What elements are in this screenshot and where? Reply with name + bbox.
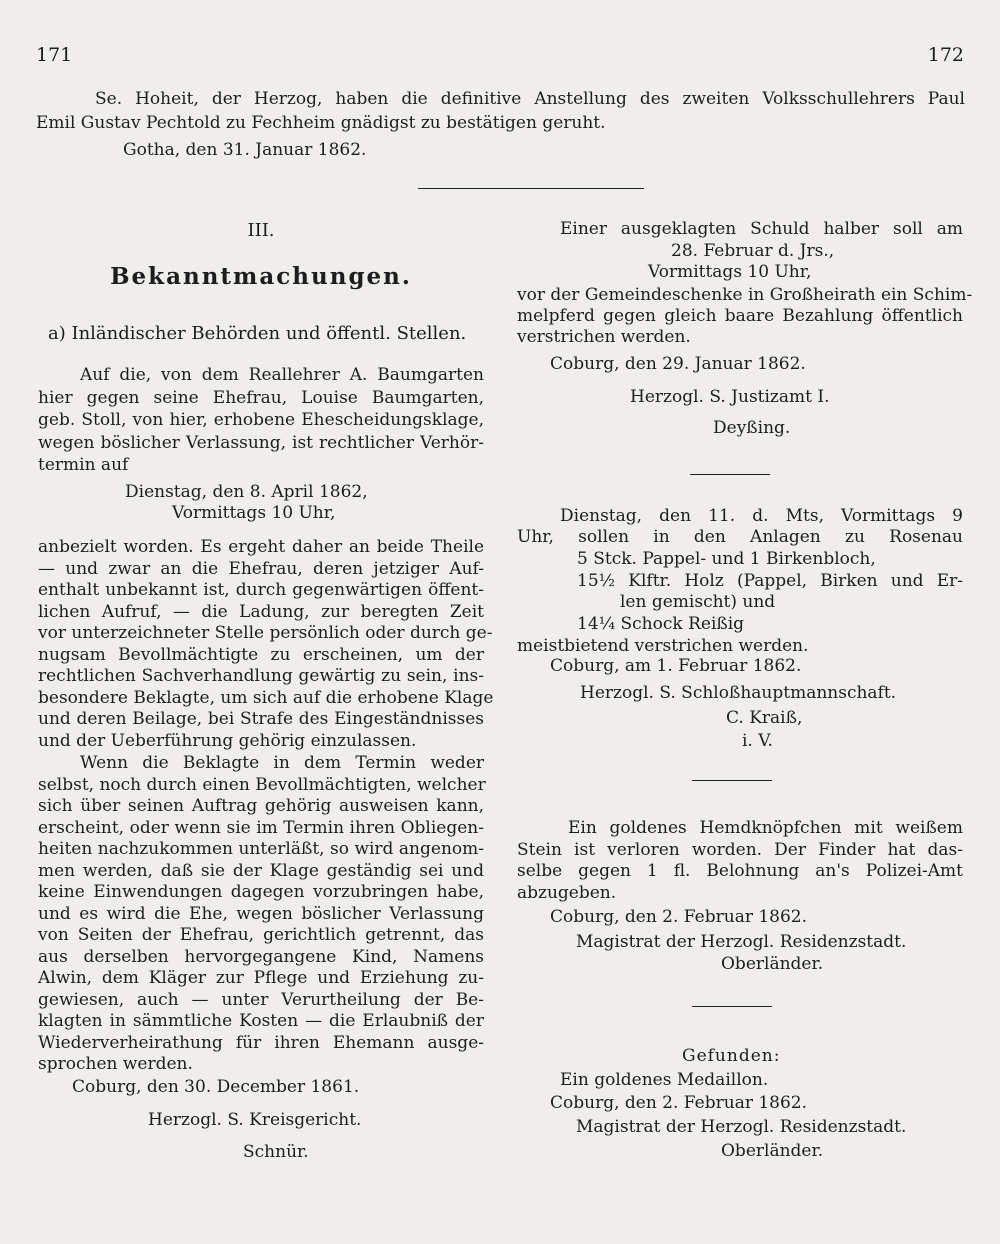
wood-sale-signature: C. Kraiß, [726,708,803,728]
lost-item-line-2: Stein ist verloren worden. Der Finder hat das- [517,840,963,860]
text-line: selbst, noch durch einen Bevollmächtigten, welcher [38,774,486,795]
divider [692,1006,772,1007]
text-line: aus derselben hervorgegangene Kind, Namens [38,946,484,967]
divider [690,474,770,475]
divorce-notice-consequences [38,753,484,1076]
found-dateline: Coburg, den 2. Februar 1862. [550,1093,808,1113]
text-line: klagten in sämmtliche Kosten — die Erlaubniß der [38,1011,484,1031]
found-office: Magistrat der Herzogl. Residenzstadt. [576,1117,907,1137]
text-line: sich über seinen Auftrag gehörig ausweisen kann, [38,796,484,816]
court-dateline: Coburg, den 30. December 1861. [72,1077,360,1097]
wood-sale-line-6: 14¼ Schock Reißig [577,614,745,634]
text-line: termin auf [38,455,129,475]
court-name: Herzogl. S. Kreisgericht. [148,1110,362,1130]
wood-sale-dateline: Coburg, am 1. Februar 1862. [550,656,802,676]
text-line: wegen böslicher Verlassung, ist rechtlicher Verhör- [38,432,484,453]
appointment-line-1: Se. Hoheit, der Herzog, haben die definitive Anstellung des zweiten Volksschullehrers Paul [95,89,965,109]
text-line: enthalt unbekannt ist, durch gegenwärtigen öffent- [38,580,484,600]
debt-sale-line-5: melpferd gegen gleich baare Bezahlung öffentlich [517,306,963,326]
wood-sale-line-1: Dienstag, den 11. d. Mts, Vormittags 9 [560,506,963,526]
text-line: erscheint, oder wenn sie im Termin ihren Obliegen- [38,817,484,838]
text-line: anbezielt worden. Es ergeht daher an beide Theile [38,537,484,557]
lost-item-office: Magistrat der Herzogl. Residenzstadt. [576,932,907,952]
court-signature: Schnür. [243,1142,309,1162]
found-item: Ein goldenes Medaillon. [560,1070,769,1090]
section-title: Bekanntmachungen. [110,263,412,290]
text-line: und deren Beilage, bei Strafe des Eingeständnisses [38,709,484,729]
wood-sale-line-2: Uhr, sollen in den Anlagen zu Rosenau [517,527,963,547]
appointment-dateline: Gotha, den 31. Januar 1862. [123,140,367,160]
text-line: Wenn die Beklagte in dem Termin weder [80,753,484,773]
wood-sale-signature-note: i. V. [742,731,773,751]
hearing-date: Dienstag, den 8. April 1862, [125,482,368,502]
found-signature: Oberländer. [721,1141,824,1161]
text-line: rechtlichen Sachverhandlung gewärtig zu sein, ins- [38,666,484,686]
text-line: hier gegen seine Ehefrau, Louise Baumgarten, [38,387,484,408]
divider [418,188,644,189]
hearing-time: Vormittags 10 Uhr, [172,503,336,523]
wood-sale-office: Herzogl. S. Schloßhauptmannschaft. [580,683,897,703]
page-number-left: 171 [36,44,73,66]
lost-item-line-1: Ein goldenes Hemdknöpfchen mit weißem [568,818,963,838]
wood-sale-line-4: 15½ Klftr. Holz (Pappel, Birken und Er- [577,571,963,591]
text-line: keine Einwendungen dagegen vorzubringen habe, [38,882,484,902]
section-number: III. [247,220,275,241]
debt-sale-signature: Deyßing. [713,418,791,438]
divorce-notice-summons [38,537,494,752]
lost-item-line-4: abzugeben. [517,883,617,903]
found-heading: Gefunden: [682,1046,781,1066]
wood-sale-line-5: len gemischt) und [620,592,776,612]
text-line: Alwin, dem Kläger zur Pflege und Erziehung zu- [38,968,484,988]
wood-sale-line-3: 5 Stck. Pappel- und 1 Birkenbloch, [577,549,876,569]
text-line: und der Ueberführung gehörig einzulassen. [38,730,417,751]
text-line: und es wird die Ehe, wegen böslicher Verlassung [38,903,484,924]
debt-sale-line-6: verstrichen werden. [517,327,691,347]
text-line: Auf die, von dem Reallehrer A. Baumgarten [80,365,484,385]
text-line: sprochen werden. [38,1054,193,1074]
appointment-line-2: Emil Gustav Pechtold zu Fechheim gnädigst zu bestätigen geruht. [36,113,606,133]
divider [692,780,772,781]
text-line: von Seiten der Ehefrau, gerichtlich getrennt, das [38,925,484,945]
page-number-right: 172 [927,44,964,66]
text-line: vor unterzeichneter Stelle persönlich oder durch ge- [38,623,493,643]
text-line: lichen Aufruf, — die Ladung, zur beregten Zeit [38,601,484,622]
lost-item-signature: Oberländer. [721,954,824,974]
debt-sale-dateline: Coburg, den 29. Januar 1862. [550,354,806,374]
text-line: gewiesen, auch — unter Verurtheilung der Be- [38,989,484,1010]
text-line: — und zwar an die Ehefrau, deren jetziger Auf- [38,558,484,579]
wood-sale-line-7: meistbietend verstrichen werden. [517,636,809,656]
lost-item-line-3: selbe gegen 1 fl. Belohnung an's Polizei-Amt [517,861,963,881]
text-line: men werden, daß sie der Klage geständig sei und [38,860,484,881]
text-line: Wiederverheirathung für ihren Ehemann ausge- [38,1032,484,1053]
text-line: heiten nachzukommen unterläßt, so wird angenom- [38,839,484,859]
debt-sale-date: 28. Februar d. Jrs., [671,241,835,261]
debt-sale-time: Vormittags 10 Uhr, [648,262,812,282]
debt-sale-line-4: vor der Gemeindeschenke in Großheirath ein Schim- [517,285,973,305]
text-line: geb. Stoll, von hier, erhobene Ehescheidungsklage, [38,410,484,430]
text-line: besondere Beklagte, um sich auf die erhobene Klage [38,687,494,708]
debt-sale-line-1: Einer ausgeklagten Schuld halber soll am [560,219,963,239]
lost-item-dateline: Coburg, den 2. Februar 1862. [550,907,808,927]
section-subtitle: a) Inländischer Behörden und öffentl. Stellen. [48,323,467,344]
divorce-notice-intro [38,364,484,477]
debt-sale-office: Herzogl. S. Justizamt I. [630,387,830,407]
text-line: nugsam Bevollmächtigte zu erscheinen, um der [38,644,484,665]
